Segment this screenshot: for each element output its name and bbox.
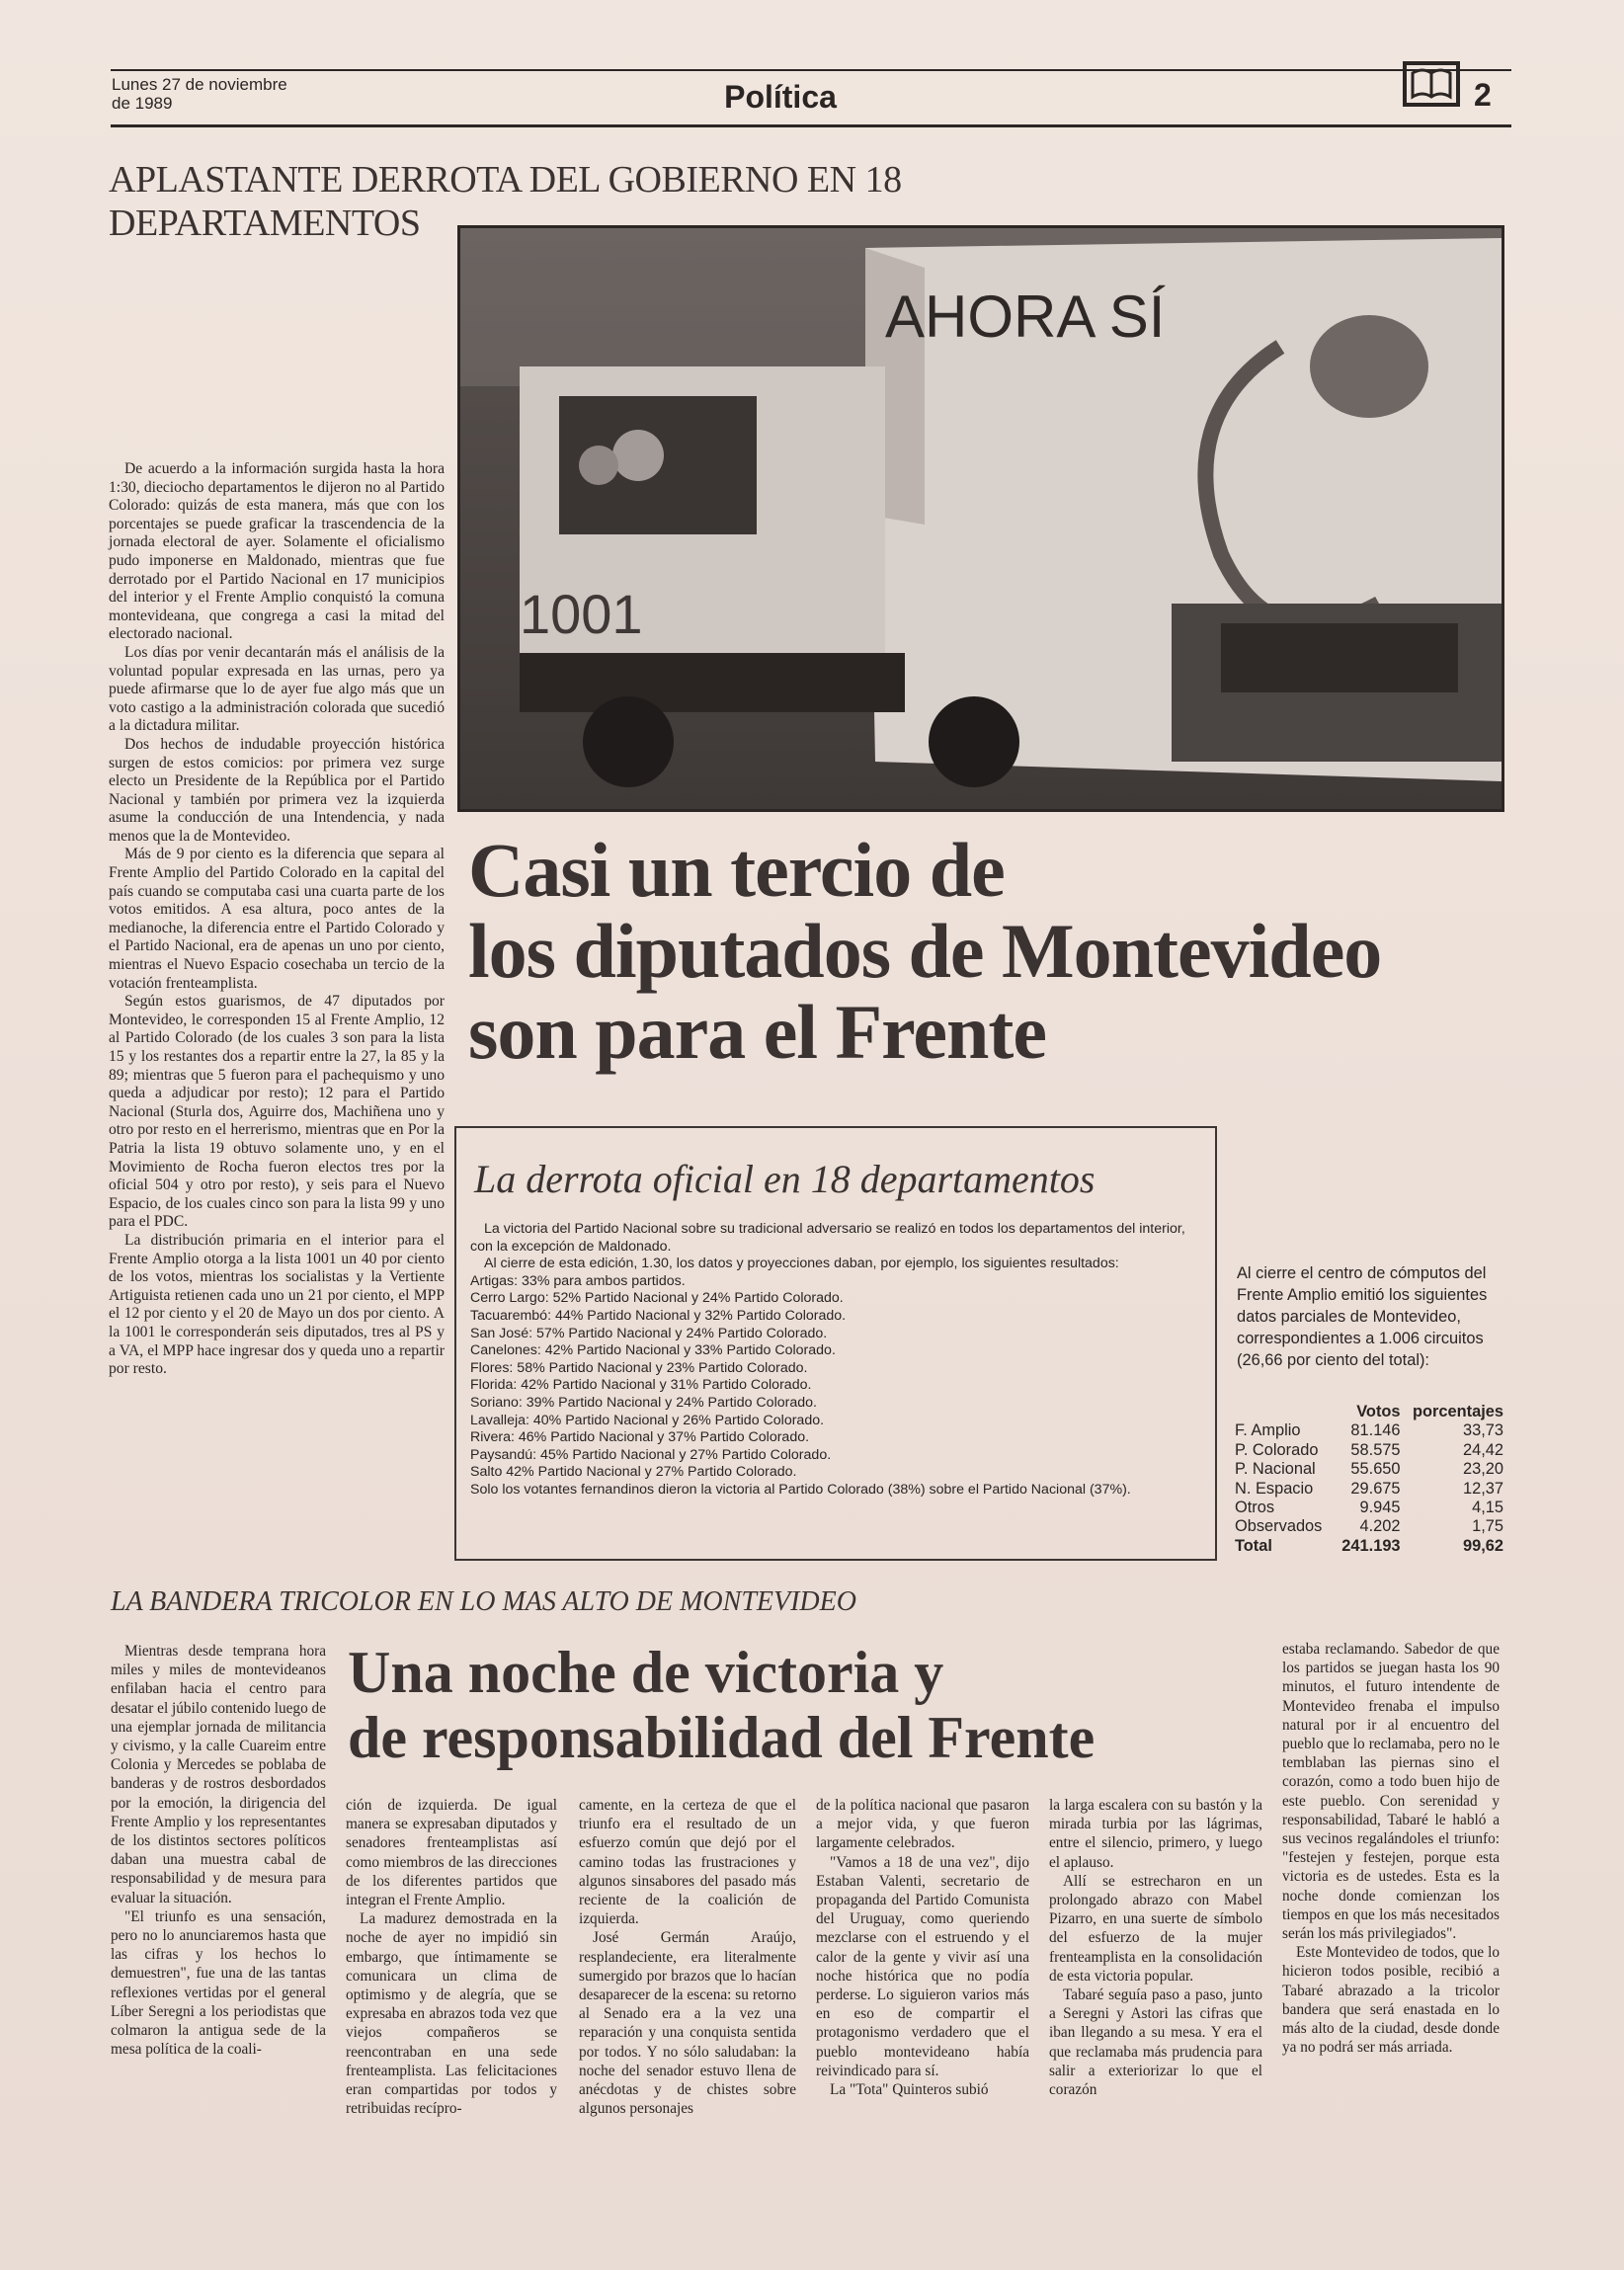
- party-cell: Observados: [1235, 1517, 1323, 1536]
- votes-cell: 58.575: [1350, 1440, 1401, 1459]
- table-row: [1235, 1480, 1503, 1499]
- pct-col-header: porcentajes: [1412, 1403, 1503, 1420]
- votes-cell: 9.945: [1359, 1499, 1401, 1517]
- pct-cell: 1,75: [1472, 1517, 1503, 1536]
- votes-cell: 55.650: [1350, 1460, 1401, 1479]
- result-line: San José: 57% Partido Nacional y 24% Partido Colorado.: [470, 1325, 828, 1341]
- page-number: 2: [1474, 77, 1492, 113]
- article2-kicker: LA BANDERA TRICOLOR EN LO MAS ALTO DE MONTEVIDEO: [111, 1586, 856, 1617]
- votes-col-header: Votos: [1356, 1403, 1401, 1420]
- headline-line: Una noche de victoria y: [348, 1640, 944, 1705]
- article2-paragraph: Allí se estrecharon en un prolongado abrazo con Mabel Pizarro, en una suerte de símbolo del esfuerzo de la mujer frenteamplista en la consolidación de esta victoria popular.: [1049, 1872, 1262, 1985]
- box-intro: Al cierre de esta edición, 1.30, los datos y proyecciones daban, por ejemplo, los siguientes resultados:: [484, 1256, 1119, 1272]
- article1-paragraph: Dos hechos de indudable proyección histórica surgen de estos comicios: por primera vez surge electo un Presidente de la República por el Partido Nacional y también por primera vez la izquierda asume la conducción de una Intendencia, y nada menos que la de Montevideo.: [109, 735, 445, 845]
- headline-line: son para el Frente: [468, 989, 1046, 1075]
- top-rule: [111, 69, 1511, 71]
- table-row: [1235, 1441, 1503, 1460]
- header-rule: [111, 124, 1511, 127]
- votes-cell: 4.202: [1359, 1517, 1401, 1536]
- votes-cell: 241.193: [1341, 1536, 1401, 1555]
- result-line: Artigas: 33% para ambos partidos.: [470, 1272, 686, 1289]
- article1-paragraph: De acuerdo a la información surgida hasta la hora 1:30, dieciocho departamentos le dijeron no al Partido Colorado: quizás de esta manera, más que con los porcentajes se puede graficar la trascendencia de la jornada electoral de ayer. Solamente el oficialismo pudo imponerse en Maldonado, mientras que fue derrotado por el Partido Nacional en 17 municipios del interior y el Frente Amplio conquistó la comuna montevideana, que congrega a casi la mitad del electorado nacional.: [109, 460, 445, 643]
- article2-paragraph: ción de izquierda. De igual manera se expresaban diputados y senadores frenteamplistas así como miembros de las direcciones de los diferentes partidos que integran el Frente Amplio.: [346, 1797, 557, 1909]
- party-cell: N. Espacio: [1235, 1479, 1314, 1498]
- party-cell: P. Colorado: [1235, 1440, 1319, 1459]
- box-intro: La victoria del Partido Nacional sobre su tradicional adversario se realizó en todos los departamentos del interior, con la excepción de Maldonado.: [470, 1221, 1185, 1255]
- photo-truck-number: 1001: [520, 583, 643, 645]
- headline-line: Casi un tercio de: [468, 827, 1005, 913]
- pct-cell: 99,62: [1462, 1536, 1503, 1555]
- article1-paragraph: Según estos guarismos, de 47 diputados por Montevideo, le corresponden 15 al Frente Amplio, 12 al Partido Colorado (de los cuales 3 son para la lista 15 y los restantes dos a repartir entre la 27, la 85 y la 89; mientras que 5 fueron para el pachequismo y uno queda a adjudicar por resto); 12 para el Partido Nacional (Sturla dos, Aguirre dos, Machiñena uno y otro por resto en el herrerismo, mientras que en Por la Patria la lista 19 obtuvo solamente uno, y en el Movimiento de Rocha fueron electos tres por la oficial 504 y otro por resto), y seis para el Nuevo Espacio, de los cuales cinco son para la lista 99 y uno para el PDC.: [109, 993, 445, 1231]
- box-title: La derrota oficial en 18 departamentos: [474, 1157, 1096, 1201]
- party-cell: Total: [1235, 1536, 1272, 1555]
- table-row: [1235, 1517, 1503, 1536]
- table-row: [1235, 1499, 1503, 1517]
- article2-column-2: [346, 1796, 557, 2118]
- box-closing: Solo los votantes fernandinos dieron la victoria al Partido Colorado (38%) sobre el Partido Nacional (37%).: [470, 1481, 1131, 1498]
- article-kicker: APLASTANTE DERROTA DEL GOBIERNO EN 18 DEPARTAMENTOS: [109, 159, 902, 244]
- article2-column-4: [816, 1796, 1029, 2099]
- pct-cell: 23,20: [1462, 1460, 1503, 1479]
- headline-line: los diputados de Montevideo: [468, 908, 1382, 994]
- party-cell: F. Amplio: [1235, 1421, 1301, 1440]
- pct-cell: 24,42: [1462, 1440, 1503, 1459]
- article2-paragraph: la larga escalera con su bastón y la mirada turbia por las lágrimas, entre el silencio, primero, y luego el aplauso.: [1049, 1797, 1262, 1871]
- pct-cell: 4,15: [1472, 1499, 1503, 1517]
- issue-date: Lunes 27 de noviembre de 1989: [112, 75, 287, 113]
- article2-paragraph: "Vamos a 18 de una vez", dijo Estaban Valenti, secretario de propaganda del Partido Comunista del Uruguay, como queriendo mezclarse con el estruendo y el calor de la gente y vivir así una noche histórica que no podía perderse. Lo siguieron varios más en eso de compartir el protagonismo verdadero que el pueblo montevideano había reivindicado para sí.: [816, 1853, 1029, 2079]
- article2-paragraph: Mientras desde temprana hora miles y miles de montevideanos enfilaban hacia el centro para desatar el júbilo contenido luego de una ejemplar jornada de militancia y civismo, y la calle Cuareim entre Colonia y Mercedes se poblaba de banderas y de rostros desbordados por la emoción, la dirigencia del Frente Amplio y los representantes de los distintos sectores políticos daban una muestra cabal de responsabilidad y de mesura para evaluar la situación.: [111, 1643, 326, 1906]
- article2-paragraph: Tabaré seguía paso a paso, junto a Seregni y Astori las cifras que iban llegando a su mesa. Y era el que reclamaba más prudencia para salir a exteriorizar lo que el corazón: [1049, 1986, 1262, 2099]
- article2-paragraph: La madurez demostrada en la noche de ayer no impidió sin embargo, que íntimamente se comunicara un clima de optimismo y de alegría, que se expresaba en abrazos toda vez que viejos compañeros se reencontraban en una sede frenteamplista. Las felicitaciones eran compartidas por todos y retribuidas recípro-: [346, 1910, 557, 2118]
- book-icon: [1403, 59, 1460, 109]
- table-row: [1235, 1460, 1503, 1479]
- box-body: [470, 1221, 1203, 1500]
- table-row: [1235, 1537, 1503, 1556]
- result-line: Soriano: 39% Partido Nacional y 24% Partido Colorado.: [470, 1394, 817, 1411]
- party-cell: P. Nacional: [1235, 1460, 1316, 1479]
- result-line: Lavalleja: 40% Partido Nacional y 26% Partido Colorado.: [470, 1412, 825, 1428]
- result-line: Rivera: 46% Partido Nacional y 37% Partido Colorado.: [470, 1429, 810, 1446]
- article2-column-3: [579, 1796, 796, 2118]
- article2-column-6: [1282, 1640, 1500, 2057]
- article1-body: [109, 460, 445, 1379]
- votes-header-row: [1235, 1403, 1503, 1421]
- main-headline: [468, 827, 1515, 1075]
- result-line: Paysandú: 45% Partido Nacional y 27% Partido Colorado.: [470, 1446, 832, 1463]
- votes-table: [1235, 1403, 1503, 1556]
- article2-column-1: [111, 1642, 326, 2059]
- article1-paragraph: La distribución primaria en el interior para el Frente Amplio otorga a la lista 1001 un 40 por ciento de los votos, mientras los socialistas y la Vertiente Artiguista retienen cada uno un 21 por ciento, el MPP el 12 por ciento y el 20 de Mayo un dos por ciento. A la 1001 le corresponderán seis diputados, tres al PS y a VA, el MPP hace ingresar dos y queda uno a repartir por resto.: [109, 1231, 445, 1378]
- section-title: Política: [724, 79, 837, 115]
- party-cell: Otros: [1235, 1499, 1275, 1517]
- result-line: Salto 42% Partido Nacional y 27% Partido Colorado.: [470, 1464, 797, 1481]
- article2-headline: [348, 1640, 1237, 1770]
- news-photo: [457, 225, 1504, 812]
- article2-paragraph: camente, en la certeza de que el triunfo era el resultado de un esfuerzo común que dejó por el camino todas las frustraciones y algunos sinsabores del pasado más reciente de la coalición de izquierda.: [579, 1797, 796, 1928]
- result-line: Tacuarembó: 44% Partido Nacional y 32% Partido Colorado.: [470, 1307, 847, 1324]
- side-intro: Al cierre el centro de cómputos del Frente Amplio emitió los siguientes datos parciales de Montevideo, correspondientes a 1.006 circuitos (26,66 por ciento del total):: [1237, 1264, 1488, 1369]
- article2-paragraph: José Germán Araújo, resplandeciente, era literalmente sumergido por brazos que lo hacían desaparecer de la escena: su retorno al Senado era a la vez una reparación y una conquista sentida por todos. Y no sólo saludaban: la noche del senador estuvo llena de anécdotas y de chistes sobre algunos personajes: [579, 1929, 796, 2118]
- article2-column-5: [1049, 1796, 1262, 2099]
- article2-paragraph: La "Tota" Quinteros subió: [830, 2081, 989, 2099]
- result-line: Florida: 42% Partido Nacional y 31% Partido Colorado.: [470, 1377, 812, 1394]
- table-row: [1235, 1421, 1503, 1440]
- result-line: Flores: 58% Partido Nacional y 23% Partido Colorado.: [470, 1359, 808, 1376]
- photo-sign-text: AHORA SÍ: [885, 284, 1166, 350]
- article1-paragraph: Más de 9 por ciento es la diferencia que separa al Frente Amplio del Partido Colorado en la capital del país cuando se computaba casi una cuarta parte de los votos emitidos. A esa altura, poco antes de la medianoche, la diferencia entre el Partido Colorado y el Partido Nacional, era de apenas un uno por ciento, mientras el Nuevo Espacio cosechaba un tercio de la votación frenteamplista.: [109, 846, 445, 992]
- article1-paragraph: Los días por venir decantarán más el análisis de la voluntad popular expresada en las urnas, pero ya puede afirmarse que lo de ayer fue algo más que un voto castigo a la administración colorada que sucedió a la dictadura militar.: [109, 643, 445, 735]
- article2-paragraph: estaba reclamando. Sabedor de que los partidos se juegan hasta los 90 minutos, el futuro intendente de Montevideo frenaba el impulso natural por ir al encuentro del pueblo que lo reclamaba, pero no le temblaban las piernas sino el corazón, como a todo buen hijo de este pueblo. Con serenidad y responsabilidad, Tabaré le habló a sus vecinos regalándoles el triunfo: "festejen y festejen, porque esta victoria es de ustedes. Esta es la noche donde comienzan los tiempos en que los más necesitados serán los más privilegiados".: [1282, 1641, 1500, 1943]
- article2-paragraph: de la política nacional que pasaron a mejor vida, y que fueron largamente celebrados.: [816, 1797, 1029, 1852]
- pct-cell: 33,73: [1462, 1421, 1503, 1440]
- article2-paragraph: "El triunfo es una sensación, pero no lo anunciaremos hasta que las cifras y los hechos lo demuestren", fue una de las tantas reflexiones vertidas por el general Líber Seregni a los periodistas que colmaron la antigua sede de la mesa política de la coali-: [111, 1907, 326, 2059]
- result-line: Cerro Largo: 52% Partido Nacional y 24% Partido Colorado.: [470, 1290, 844, 1307]
- votes-cell: 81.146: [1350, 1421, 1401, 1440]
- result-line: Canelones: 42% Partido Nacional y 33% Partido Colorado.: [470, 1342, 836, 1359]
- votes-cell: 29.675: [1350, 1479, 1401, 1498]
- headline-line: de responsabilidad del Frente: [348, 1705, 1096, 1770]
- article2-paragraph: Este Montevideo de todos, que lo hicieron todos posible, recibió a Tabaré abrazado a la tricolor bandera que será enastada en lo más alto de la ciudad, desde donde ya no podrá ser más arriada.: [1282, 1944, 1500, 2057]
- pct-cell: 12,37: [1462, 1479, 1503, 1498]
